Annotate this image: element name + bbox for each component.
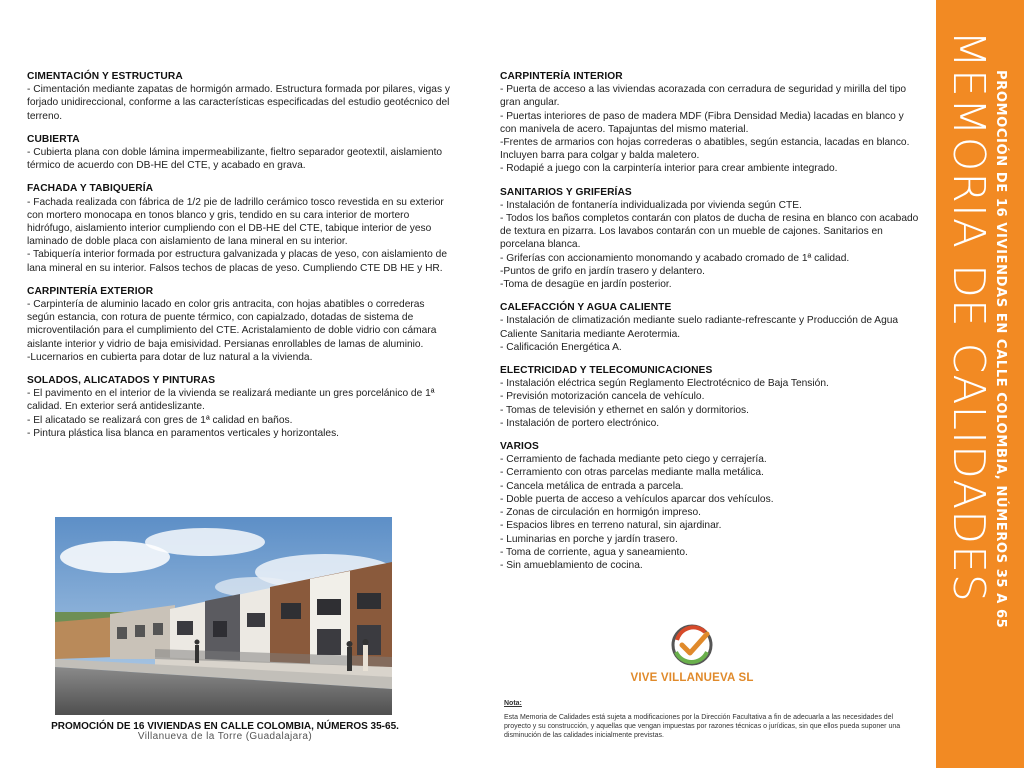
caption-title: PROMOCIÓN DE 16 VIVIENDAS EN CALLE COLOMBIA, NÚMEROS 35-65. xyxy=(51,721,399,732)
section-body: - Cubierta plana con doble lámina impermeabilizante, fieltro separador geotextil, aislamiento térmico de acuerdo con DB-HE del CTE, y acabado en grava. xyxy=(27,147,443,172)
left-column xyxy=(27,70,455,450)
section-title: VARIOS xyxy=(500,441,539,453)
section-title: SOLADOS, ALICATADOS Y PINTURAS xyxy=(27,375,216,387)
section-body: - Instalación de fontanería individualizada por vivienda según CTE. - Todos los baños completos contarán con platos de ducha de resina en blanco con acabado de textura en pizarra. Los lavabos contarán con un mueble de cajones. Sanitarios en porcelana blanca. - Griferías con accionamiento monomando y acabado cromado de 1ª calidad. -Puntos de grifo en jardín trasero y delantero. -Toma de desagüe en jardín posterior. xyxy=(500,199,919,291)
section-title: ELECTRICIDAD Y TELECOMUNICACIONES xyxy=(500,365,713,377)
section-sanitarios xyxy=(500,186,920,292)
company-logo xyxy=(622,622,762,694)
note-block xyxy=(504,699,912,740)
section-body: - El pavimento en el interior de la vivienda se realizará mediante un gres porcelánico de 1ª calidad. En exterior será antideslizante. - El alicatado se realizará con gres de 1ª calidad en baños. - Pintura plástica lisa blanca en paramentos verticales y horizontales. xyxy=(27,388,435,439)
section-fachada xyxy=(27,182,455,274)
section-varios xyxy=(500,440,920,572)
logo-text: VIVE VILLANUEVA SL xyxy=(630,672,754,684)
check-badge-icon xyxy=(669,622,715,668)
section-title: CARPINTERÍA INTERIOR xyxy=(500,71,623,82)
caption-subtitle: Villanueva de la Torre (Guadalajara) xyxy=(137,731,313,742)
section-title: CARPINTERÍA EXTERIOR xyxy=(27,285,154,297)
section-calefaccion xyxy=(500,301,920,354)
section-body: - Instalación eléctrica según Reglamento Electrotécnico de Baja Tensión. - Previsión motorización cancela de vehículo. - Tomas de televisión y ethernet en salón y dormitorios. - Instalación de portero electrónico. xyxy=(500,378,829,429)
section-solados xyxy=(27,374,455,440)
title-sidebar xyxy=(936,0,1024,768)
section-body: - Fachada realizada con fábrica de 1/2 pie de ladrillo cerámico tosco revestida en su exterior con mortero monocapa en tonos blanco y gris, tendido en su cara interior de mortero hidrófugo, aislamiento interior cumpliendo con el DB-HE del CTE, tabique interior de yeso laminado de doble placa con aislamiento de lana mineral en su interior. - Tabiquería interior formada por estructura galvanizada y placas de yeso, con aislamiento de lana mineral en su interior. Falsos techos de placas de yeso. Cumpliendo CTE DB HE y HR. xyxy=(27,196,447,274)
image-caption xyxy=(50,721,400,742)
section-body: - Cerramiento de fachada mediante peto ciego y cerrajería. - Cerramiento con otras parcelas mediante malla metálica. - Cancela metálica de entrada a parcela. - Doble puerta de acceso a vehículos aparcar dos vehículos. - Zonas de circulación en hormigón impreso. - Espacios libres en terreno natural, sin ajardinar. - Luminarias en porche y jardín trasero. - Toma de corriente, agua y saneamiento. - Sin amueblamiento de cocina. xyxy=(500,454,774,571)
section-title: CUBIERTA xyxy=(27,133,80,145)
section-cubierta xyxy=(27,133,455,173)
section-electricidad xyxy=(500,364,920,430)
section-body: - Puerta de acceso a las viviendas acorazada con cerradura de seguridad y mirilla del tipo gran angular. - Puertas interiores de paso de madera MDF (Fibra Densidad Media) lacadas en blanco y con manivela de acero. Tapajuntas del mismo material. -Frentes de armarios con hojas correderas o abatibles, según estancia, lacadas en blanco. Incluyen barra para colgar y balda maletero. - Rodapié a juego con la carpintería interior para crear ambiente integrado. xyxy=(500,84,910,175)
section-carpinteria-interior xyxy=(500,70,920,176)
section-title: CALEFACCIÓN Y AGUA CALIENTE xyxy=(500,302,672,314)
sidebar-title: MEMORIA DE CALIDADES xyxy=(943,30,994,603)
note-title: Nota: xyxy=(504,700,522,707)
section-body: - Carpintería de aluminio lacado en color gris antracita, con hojas abatibles o correderas según estancia, con rotura de puente térmico, con capialzado, dotadas de sistema de microventilación para el cumplimiento del CTE. Acristalamiento de doble vidrio con cámara aislante interior y vidrio de baja emisividad. Persianas enrollables de lamas de aluminio. -Lucernarios en cubierta para dotar de luz natural a la vivienda. xyxy=(27,299,437,363)
section-carpinteria-exterior xyxy=(27,285,455,364)
section-title: CIMENTACIÓN Y ESTRUCTURA xyxy=(27,71,183,82)
section-title: SANITARIOS Y GRIFERÍAS xyxy=(500,186,632,198)
right-column xyxy=(500,70,920,582)
note-body: Esta Memoria de Calidades está sujeta a modificaciones por la Dirección Facultativa a fin de adecuarla a las necesidades del proyecto y su construcción, y aquellas que vengan impuestas por razones técnicas o jurídicas, sin que ellos pueda suponer una disminución de las calidades inicialmente previstas. xyxy=(504,714,901,739)
section-cimentacion xyxy=(27,70,455,123)
building-render-image xyxy=(55,517,392,715)
section-body: - Instalación de climatización mediante suelo radiante-refrescante y Producción de Agua Caliente Sanitaria mediante Aerotermia. - Calificación Energética A. xyxy=(500,315,899,353)
section-body: - Cimentación mediante zapatas de hormigón armado. Estructura formada por pilares, vigas y forjado unidireccional, conforme a las características especificadas del estudio geotécnico del terreno. xyxy=(27,84,450,122)
section-title: FACHADA Y TABIQUERÍA xyxy=(27,183,154,195)
sidebar-subtitle: PROMOCIÓN DE 16 VIVIENDAS EN CALLE COLOMBIA, NÚMEROS 35 A 65 xyxy=(993,70,1008,629)
